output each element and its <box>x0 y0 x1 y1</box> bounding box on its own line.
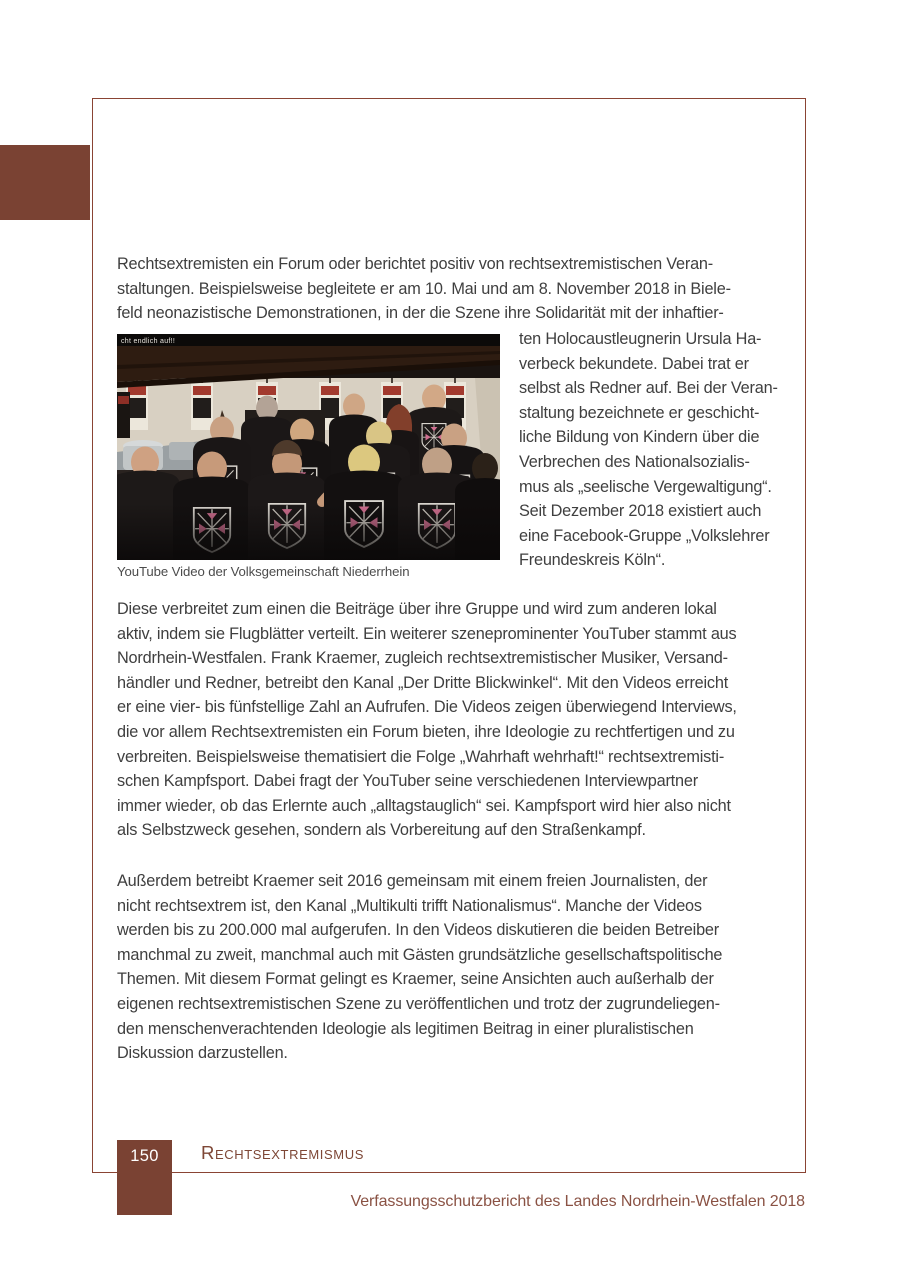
page-number: 150 <box>130 1147 159 1165</box>
section-title: Rechtsextremismus <box>201 1142 364 1163</box>
photo-vignette <box>117 504 500 560</box>
photo-youtube-still <box>117 334 500 560</box>
paragraph-youtuber: Diese verbreitet zum einen die Beiträge über ihre Gruppe und wird zum anderen lokal aktiv, indem sie Flugblätter verteilt. Ein weiterer szeneprominenter YouTuber stammt aus Nordrhein-Westfalen. Frank Kraemer, zugleich rechtsextremistischer Musiker, Versand- händler und Redner, betreibt den Kanal „Der Dritte Blickwinkel“. Mit den Videos erreicht er eine vier- bis fünfstellige Zahl an Aufrufen. Die Videos zeigen überwiegend Interviews, die vor allem Rechtsextremisten ein Forum bieten, ihre Ideologie zu rechtfertigen und zu verbreiten. Beispielsweise thematisiert die Folge „Wahrhaft wehrhaft!“ rechtsextremisti- schen Kampfsport. Dabei fragt der YouTuber seine verschiedenen Interviewpartner immer wieder, ob das Erlernte auch „alltagstauglich“ sei. Kampfsport wird hier also nicht als Selbstzweck gesehen, sondern als Vorbereitung auf den Straßenkampf. <box>117 600 737 840</box>
paragraph-right-column: ten Holocaustleugnerin Ursula Ha- verbeck bekundete. Dabei trat er selbst als Redner auf. Bei der Veran- staltung bezeichnete er geschicht- liche Bildung von Kindern über die Verbrechen des Nationalsozialis- mus als „seelische Vergewaltigung“. Seit Dezember 2018 existiert auch eine Facebook-Gruppe „Volkslehrer Freundeskreis Köln“. <box>519 330 778 570</box>
photo-top-bar <box>117 334 500 346</box>
chapter-tab-marker <box>0 145 90 220</box>
photo-caption: YouTube Video der Volksgemeinschaft Niederrhein <box>117 564 410 579</box>
report-title: Verfassungsschutzbericht des Landes Nordrhein-Westfalen 2018 <box>350 1193 805 1210</box>
photo-overlay-text: cht endlich auf!! <box>121 338 176 345</box>
photo-illustration <box>117 334 500 560</box>
paragraph-intro: Rechtsextremisten ein Forum oder berichtet positiv von rechtsextremistischen Veran- staltungen. Beispielsweise begleitete er am 10. Mai und am 8. November 2018 in Biele- feld neonazistische Demonstrationen, in der die Szene ihre Solidarität mit der inhaftier- <box>117 255 731 323</box>
page-number-box <box>117 1140 172 1215</box>
paragraph-multikulti: Außerdem betreibt Kraemer seit 2016 gemeinsam mit einem freien Journalisten, der nicht rechtsextrem ist, den Kanal „Multikulti trifft Nationalismus“. Manche der Videos werden bis zu 200.000 mal aufgerufen. In den Videos diskutieren die beiden Betreiber manchmal zu zweit, manchmal auch mit Gästen grundsätzliche gesellschaftspolitische Themen. Mit diesem Format gelingt es Kraemer, seine Ansichten auch außerhalb der eigenen rechtsextremistischen Szene zu veröffentlichen und trotz der zugrundeliegen- den menschenverachtenden Ideologie als legitimen Beitrag in einer pluralistischen Diskussion darzustellen. <box>117 872 723 1063</box>
